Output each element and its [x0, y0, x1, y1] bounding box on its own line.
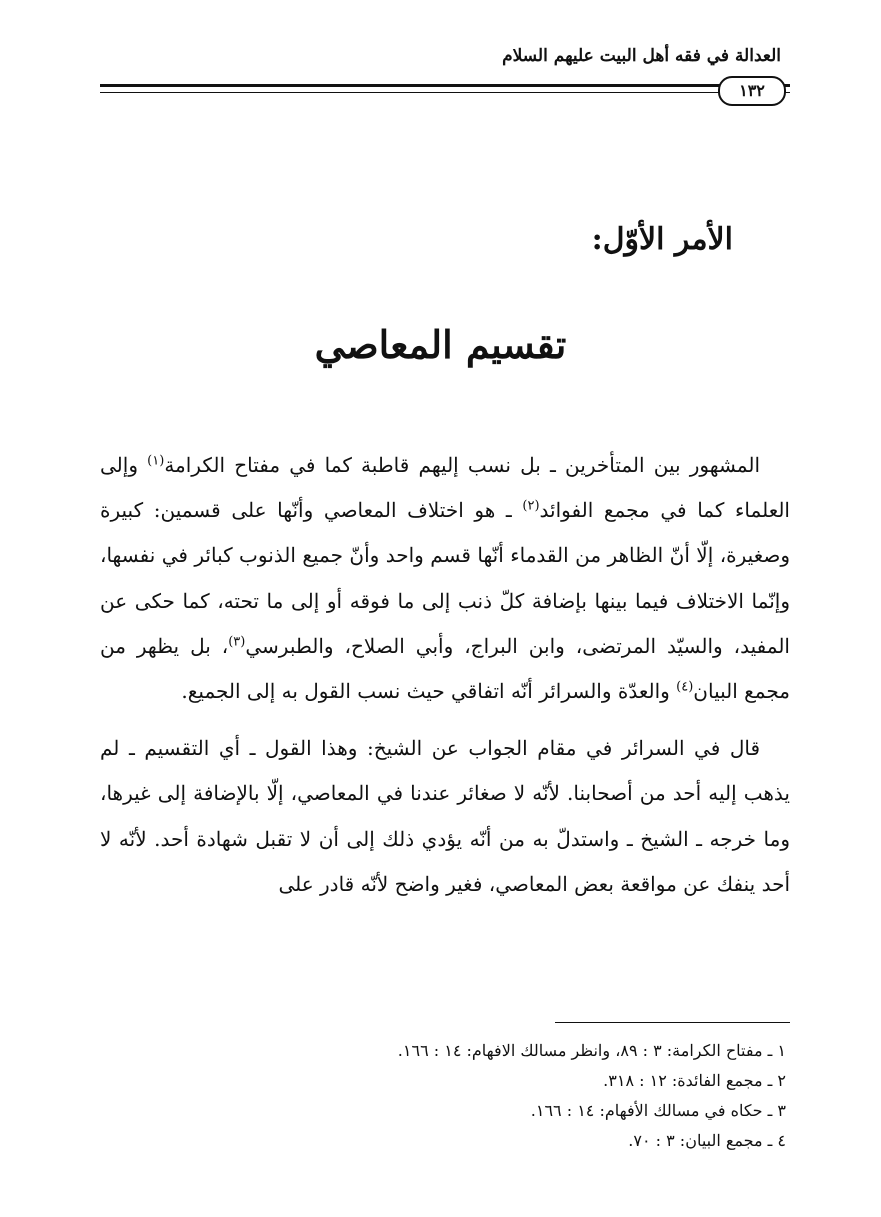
footnote-divider — [555, 1022, 790, 1023]
running-head-title: العدالة في فقه أهل البيت عليهم السلام — [502, 46, 781, 66]
footnote-3: ٣ ـ حكاه في مسالك الأفهام: ١٤ : ١٦٦. — [530, 1101, 786, 1120]
footnote-2: ٢ ـ مجمع الفائدة: ١٢ : ٣١٨. — [603, 1071, 786, 1090]
footnote-ref-4: (٤) — [676, 679, 694, 695]
paragraph-2: قال في السرائر في مقام الجواب عن الشيخ: وهذا القول ـ أي التقسيم ـ لم يذهب إليه أحد من أصحابنا. لأنّه لا صغائر عندنا في المعاصي، إلّا بالإضافة إلى غيرها، وما خرجه ـ الشيخ ـ واستدلّ به من أنّه يؤدي ذلك إلى أن لا تقبل شهادة أحد. لأنّه لا أحد ينفك عن مواقعة بعض المعاصي، فغير واضح لأنّه قادر على — [100, 736, 790, 896]
footnote-ref-1: (١) — [147, 453, 165, 469]
header-rule-thin — [100, 92, 790, 93]
footnote-ref-3: (٣) — [228, 634, 246, 650]
section-label: الأمر الأوّل: — [591, 222, 733, 257]
paragraph-1-part-4: ، بل يظهر من مجمع البيان — [100, 633, 790, 704]
footnotes — [186, 1036, 786, 1156]
body-text — [100, 443, 790, 907]
footnote-ref-2: (٢) — [522, 498, 540, 514]
paragraph-1-part-3: ـ هو اختلاف المعاصي وأنّها على قسمين: كبيرة وصغيرة، إلّا أنّ الظاهر من القدماء أنّها قسم واحد وأنّ جميع الذنوب كبائر في نفسها، وإنّما الاختلاف فيما بينها بإضافة كلّ ذنب إلى ما فوقه أو إلى ما تحته، كما حكى عن المفيد، والسيّد المرتضى، وابن البراج، وأبي الصلاح، والطبرسي — [100, 498, 790, 658]
chapter-title: تقسيم المعاصي — [314, 322, 567, 367]
footnote-1: ١ ـ مفتاح الكرامة: ٣ : ٨٩، وانظر مسالك الافهام: ١٤ : ١٦٦. — [397, 1041, 786, 1060]
header-rule-thick — [100, 84, 790, 87]
paragraph-1-part-5: والعدّة والسرائر أنّه اتفاقي حيث نسب القول به إلى الجميع. — [181, 679, 677, 704]
page-number: ١٣٢ — [718, 76, 786, 106]
footnote-4: ٤ ـ مجمع البيان: ٣ : ٧٠. — [628, 1131, 786, 1150]
paragraph-1 — [100, 443, 790, 714]
paragraph-1-part-2: وإلى العلماء كما في مجمع الفوائد — [100, 453, 790, 523]
paragraph-1-part-1: المشهور بين المتأخرين ـ بل نسب إليهم قاطبة كما في مفتاح الكرامة — [164, 453, 761, 477]
